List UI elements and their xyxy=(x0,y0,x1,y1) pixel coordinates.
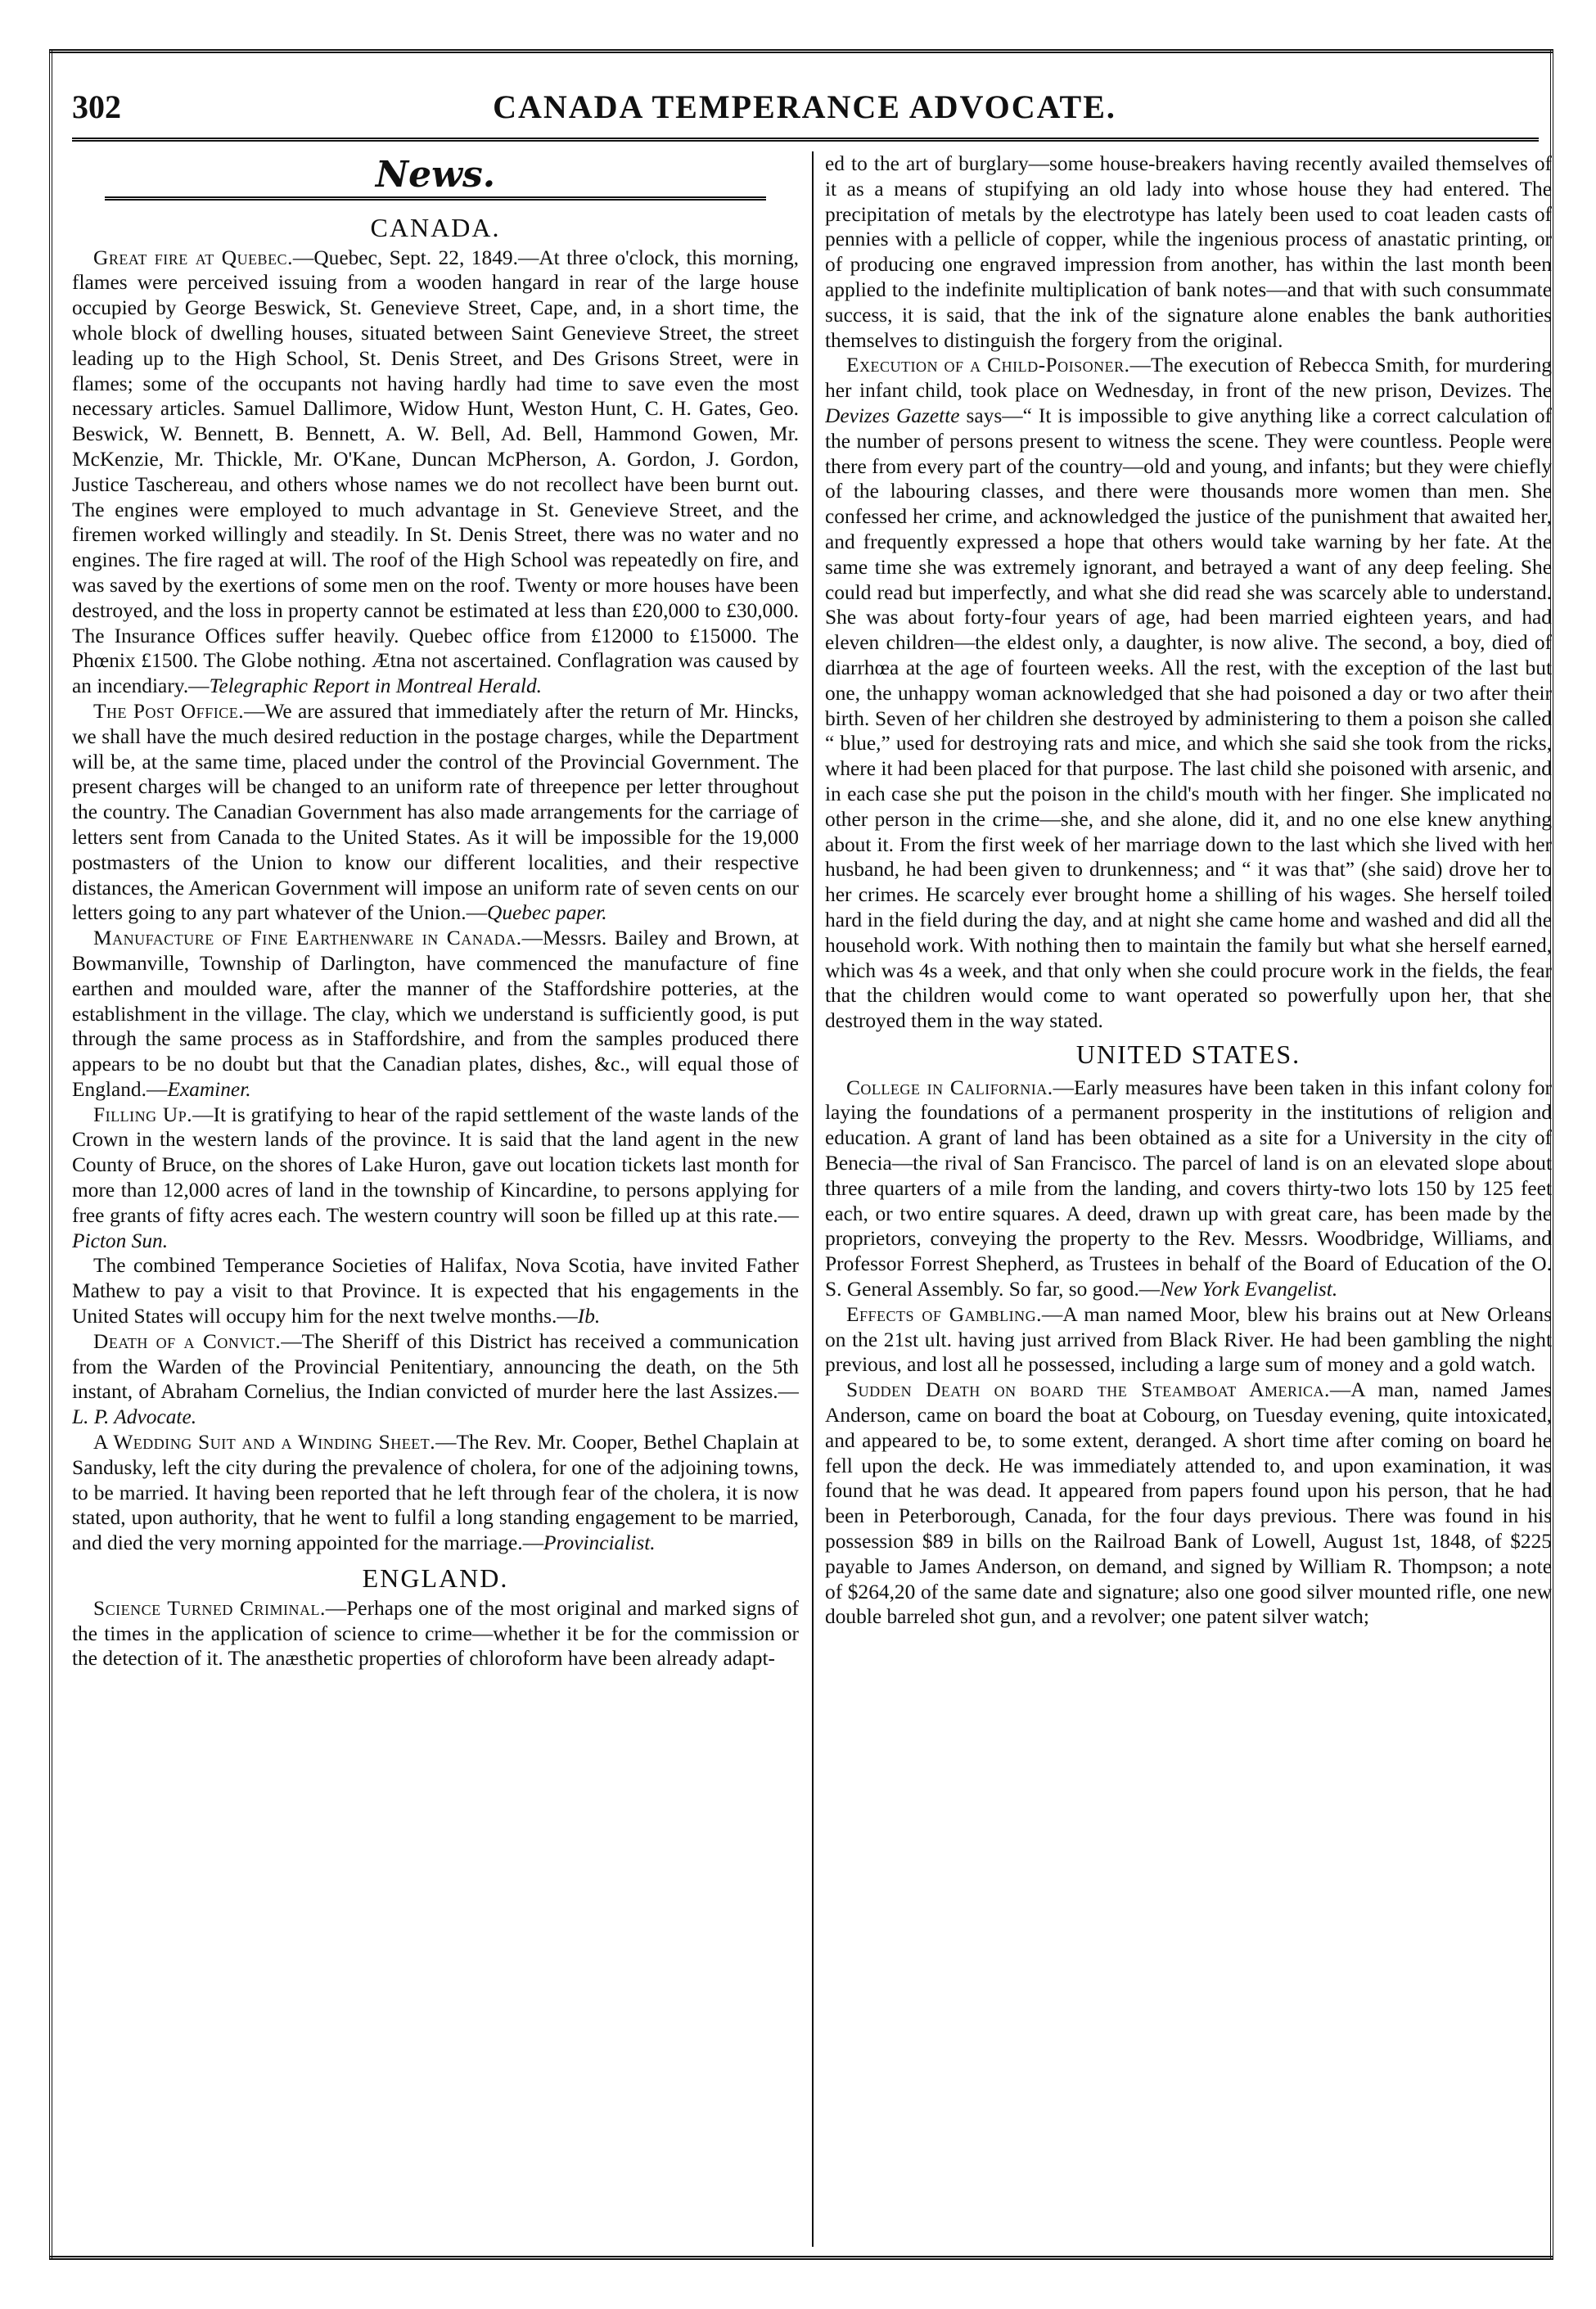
article-wedding-suit xyxy=(72,1430,799,1556)
article-body: —Early measures have been taken in this infant colony for laying the foundations of a permanent prosperity in the institutions of religion and education. A grant of land has been obtained as a site for a University in the city of Benecia—the rival of San Francisco. The parcel of land is on an elevated slope about three quarters of a mile from the landing, and covers thirty-two lots 150 by 125 feet each, or two entire squares. A deed, drawn up with great care, has been made by the proprietors, conveying the property to the Rev. Messrs. Woodbridge, Williams, and Professor Forrest Shepherd, as Trustees in behalf of the Board of Education of the O. S. General Assembly. So far, so good.— xyxy=(825,1076,1552,1301)
article-body: The combined Temperance Societies of Halifax, Nova Scotia, have invited Father Mathew to pay a visit to that Province. It is expected that his engagements in the United States will occupy him for the next twelve months.— xyxy=(72,1254,799,1328)
article-lead: College in California. xyxy=(846,1076,1053,1099)
article-father-mathew xyxy=(72,1253,799,1328)
article-lead: Manufacture of Fine Earthenware in Canada. xyxy=(93,927,522,950)
page-border-bottom xyxy=(49,2256,1553,2260)
section-heading-united-states: UNITED STATES. xyxy=(1075,1039,1301,1069)
article-post-office xyxy=(72,699,799,926)
article-source: Provincialist. xyxy=(543,1531,656,1555)
article-source: Telegraphic Report in Montreal Herald. xyxy=(209,674,543,698)
running-title: CANADA TEMPERANCE ADVOCATE. xyxy=(493,88,1116,125)
article-source: Examiner. xyxy=(167,1077,251,1101)
article-sudden-death-steamboat xyxy=(825,1378,1552,1630)
article-lead: Execution of a Child-Poisoner. xyxy=(846,354,1130,377)
article-body: —Quebec, Sept. 22, 1849.—At three o'clock, this morning, flames were perceived issuing from a wooden hangard in rear of the large house occupied by George Beswick, St. Genevieve Street, Cape, and, in a short time, the whole block of dwelling houses, situated between Saint Genevieve Street, the street leading up to the High School, St. Denis Street, and Des Grisons Street, were in flames; some of the occupants not having hardly had time to save even the most necessary articles. Samuel Dallimore, Widow Hunt, Weston Hunt, C. H. Gates, Geo. Beswick, W. Bennett, B. Bennett, A. W. Bell, Ad. Bell, Hammond Gowen, Mr. McKenzie, Mr. Thickle, Mr. O'Kane, Duncan McPherson, A. Gordon, J. Gordon, Justice Taschereau, and others whose names we do not recollect have been burnt out. The engines were employed to much advantage in St. Genevieve Street, and the firemen worked willingly and steadily. In St. Denis Street, there was no water and no engines. The fire raged at will. The roof of the High School was repeatedly on fire, and was saved by the exertions of some men on the roof. Twenty or more houses have been destroyed, and the loss in property cannot be estimated at less than £20,000 to £30,000. The Insurance Offices suffer heavily. Quebec office from £12000 to £15000. The Phœnix £1500. The Globe nothing. Ætna not ascertained. Conflagration was caused by an incendiary.— xyxy=(72,246,799,698)
page-header xyxy=(72,78,1537,135)
article-lead: Effects of Gambling. xyxy=(846,1302,1042,1326)
article-body: —The Sheriff of this District has received a communication from the Warden of the Provincial Penitentiary, announcing the death, on the 5th instant, of Abraham Cornelius, the Indian convicted of murder here the last Assizes.— xyxy=(72,1329,799,1404)
article-lead: Great fire at Quebec. xyxy=(93,246,293,269)
newspaper-name: Devizes Gazette xyxy=(825,404,960,427)
article-lead: The Post Office. xyxy=(93,699,245,723)
article-source: New York Evangelist. xyxy=(1160,1278,1338,1301)
article-lead: Death of a Convict. xyxy=(93,1329,282,1353)
page-border-top xyxy=(49,49,1553,53)
article-body: —Perhaps one of the most original and marked signs of the times in the application of science to crime—whether it be for the commission or the detection of it. The anæsthetic properties of chloroform have been already adapt- xyxy=(72,1596,799,1671)
article-source: Ib. xyxy=(577,1305,601,1328)
article-earthenware xyxy=(72,926,799,1103)
article-body: —The Rev. Mr. Cooper, Bethel Chaplain at Sandusky, left the city during the prevalence of cholera, for one of the adjoining towns, to be married. It having been reported that he left through fear of the cholera, it is now stated, upon authority, that he went to fulfil a long standing engagement to be married, and died the very morning appointed for the marriage.— xyxy=(72,1431,799,1555)
page-number: 302 xyxy=(72,88,121,125)
article-body: —A man named Moor, blew his brains out at New Orleans on the 21st ult. having just arrived from Black River. He had been gambling the night previous, and lost all he possessed, including a large sum of money and a gold watch. xyxy=(825,1302,1552,1377)
article-body: —We are assured that immediately after the return of Mr. Hincks, we shall have the much desired reduction in the postage charges, while the Department will be, at the same time, placed under the control of the Provincial Government. The present charges will be changed to an uniform rate of threepence per letter throughout the country. The Canadian Government has also made arrangements for the carriage of letters sent from Canada to the United States. As it will be impossible for the 19,000 postmasters of the Union to know our different localities, and their respective distances, the American Government will impose an uniform rate of seven cents on our letters going to any part whatever of the Union.— xyxy=(72,699,799,925)
article-lead: Filling Up. xyxy=(93,1103,193,1126)
article-source: Quebec paper. xyxy=(486,901,607,925)
header-rule xyxy=(72,138,1539,142)
article-body: —Messrs. Bailey and Brown, at Bowmanville, Township of Darlington, have commenced the manufacture of fine earthen and moulded ware, after the manner of the Staffordshire potteries, at the establishment in the village. The clay, which we understand is sufficiently good, is put through the same process as in Staffordshire, and from the samples produced there appears to be no doubt but that the Canadian plates, dishes, &c., will equal those of England.— xyxy=(72,927,799,1101)
article-lead: Sudden Death on board the Steamboat America. xyxy=(846,1378,1330,1402)
masthead-rule xyxy=(105,196,766,201)
article-college-california xyxy=(825,1076,1552,1302)
article-body: —The execution of Rebecca Smith, for murdering her infant child, took place on Wednesday, in front of the new prison, Devizes. The xyxy=(825,354,1552,403)
article-death-of-convict xyxy=(72,1329,799,1430)
left-column xyxy=(72,151,799,2247)
article-body: —A man, named James Anderson, came on board the boat at Cobourg, on Tuesday evening, quite intoxicated, and appeared to be, to some extent, deranged. A short time after coming on board he fell upon the deck. He was immediately attended to, and upon examination, it was found that he was dead. It appeared from papers found upon his person, that he had been in Peterborough, Canada, for the four days previous. There was found in his possession $89 in bills on the Railroad Bank of Lowell, August 1st, 1848, of $225 payable to James Anderson, on demand, and signed by William R. Thompson; a note of $264,20 of the same date and signature; also one good silver mounted rifle, one new double barreled shot gun, and a revolver; one patent silver watch; xyxy=(825,1378,1552,1629)
article-science-criminal-continued: ed to the art of burglary—some house-breakers having recently availed themselves of it as a means of stupifying an old lady into whose house they had entered. The precipitation of metals by the electrotype has lately been used to coat leaden casts of pennies with a pellicle of copper, while the ingenious process of anastatic printing, or of producing one engraved impression from another, has within the last month been applied to the indefinite multiplication of bank notes—and that with such consummate success, it is said, that the ink of the signature alone enables the bank authorities themselves to distinguish the forgery from the original. xyxy=(825,152,1552,352)
column-divider xyxy=(812,151,814,2247)
article-effects-of-gambling xyxy=(825,1302,1552,1378)
article-lead: Science Turned Criminal. xyxy=(93,1596,326,1620)
article-filling-up xyxy=(72,1103,799,1254)
article-science-criminal xyxy=(72,1596,799,1671)
article-child-poisoner xyxy=(825,353,1552,1034)
article-source: L. P. Advocate. xyxy=(72,1405,197,1429)
section-heading-england: ENGLAND. xyxy=(362,1563,509,1594)
news-masthead: News. xyxy=(375,154,496,196)
article-source: Picton Sun. xyxy=(72,1229,169,1252)
section-heading-canada: CANADA. xyxy=(370,212,501,242)
right-column xyxy=(825,151,1552,2247)
article-body: —It is gratifying to hear of the rapid settlement of the waste lands of the Crown in the western lands of the province. It is said that the land agent in the new County of Bruce, on the shores of Lake Huron, gave out location tickets last month for more than 12,000 acres of land in the township of Kincardine, to persons applying for free grants of fifty acres each. The western country will soon be filled up at this rate.— xyxy=(72,1103,799,1227)
article-body: says—“ It is impossible to give anything like a correct calculation of the number of persons present to witness the scene. They were countless. People were there from every part of the country—old and young, and infants; but they were chiefly of the labouring classes, and there were thousands more women than men. She confessed her crime, and acknowledged the justice of the punishment that awaited her, and frequently expressed a hope that others would take warning by her fate. At the same time she was extremely ignorant, and betrayed a want of any deep feeling. She could read but imperfectly, and what she did read she was scarcely able to understand. She was about forty-four years of age, had been married eighteen years, and had eleven children—the eldest only, a daughter, is now alive. The second, a boy, died of diarrhœa at the age of fourteen weeks. All the rest, with the exception of the last but one, the unhappy woman acknowledged that she had poisoned a day or two after their birth. Seven of her children she destroyed by administering to them a poison she called “ blue,” used for destroying rats and mice, and which she said she took from the ricks, where it had been placed for that purpose. The last child she poisoned with arsenic, and in each case she put the poison in the child's mouth with her finger. She implicated no other person in the crime—she, and she alone, did it, and no one else knew anything about it. From the first week of her marriage down to the last which she lived with her husband, he had been given to drunkenness; and “ it was that” (she said) drove her to her crimes. He scarcely ever brought home a shilling of his wages. She herself toiled hard in the field during the day, and at night she came home and washed and did all the household work. With nothing then to maintain the family but what she herself earned, which was 4s a week, and that only when she could procure work in the fields, the fear that the children would come to want operated so powerfully upon her, that she destroyed them in the way stated. xyxy=(825,404,1552,1033)
article-lead: A Wedding Suit and a Winding Sheet. xyxy=(93,1431,436,1454)
article-great-fire xyxy=(72,246,799,699)
